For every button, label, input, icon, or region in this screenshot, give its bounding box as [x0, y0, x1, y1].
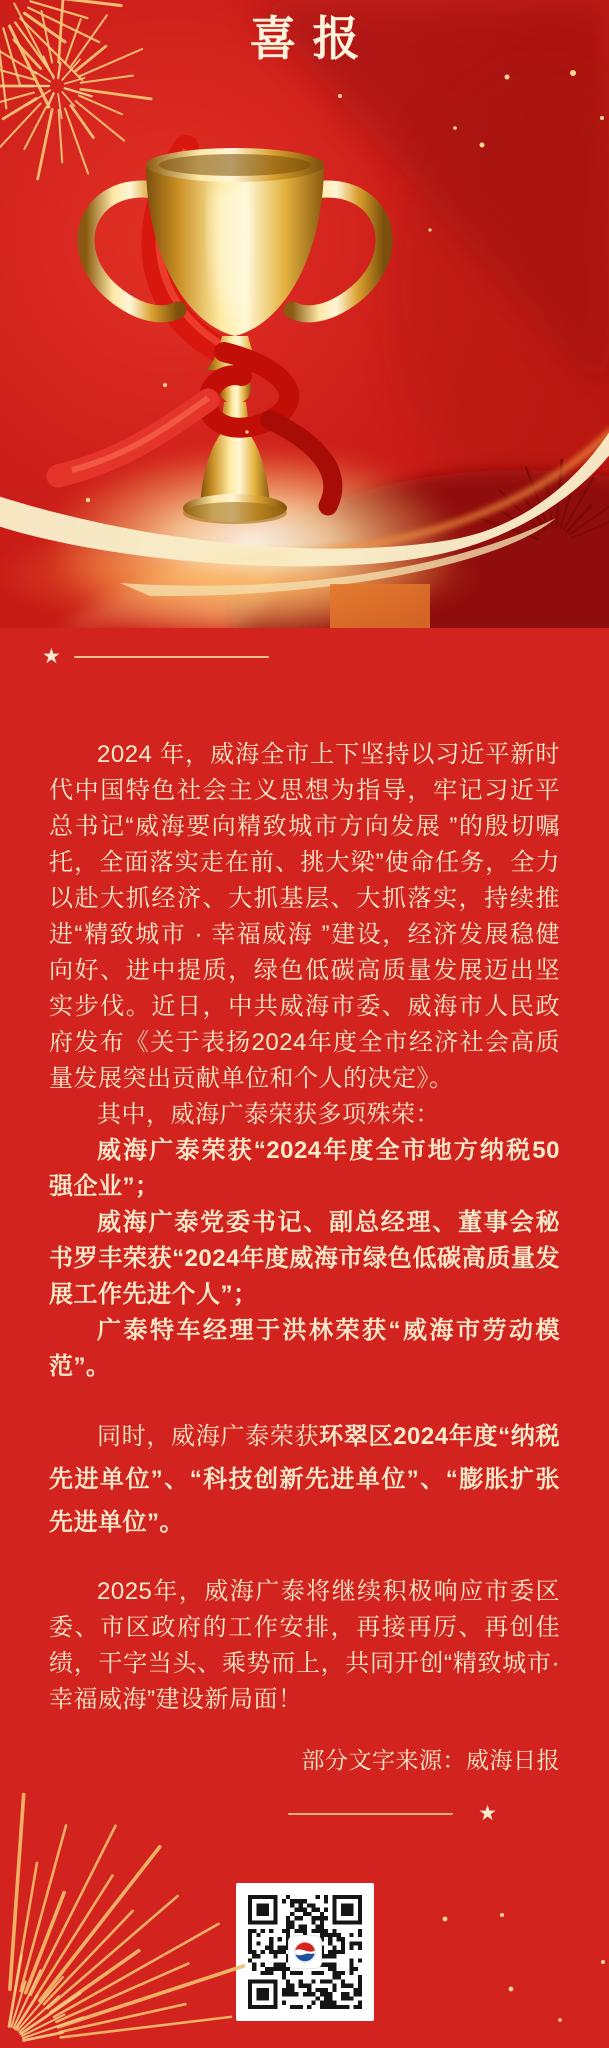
sparkle-dots — [443, 1913, 605, 2022]
paragraph-district-awards — [49, 1415, 560, 1544]
paragraph-award-luofeng: 威海广泰党委书记、副总经理、董事会秘书罗丰荣获“2024年度威海市绿色低碳高质量发展工作先进个人”； — [49, 1209, 560, 1308]
divider-line — [74, 656, 269, 658]
top-divider — [0, 645, 609, 669]
paragraph-outlook-2025: 2025年，威海广泰将继续积极响应市委区委、市区政府的工作安排，再接再厉、再创佳绩，干字当头、乘势而上，共同开创“精致城市·幸福威海”建设新局面！ — [49, 1578, 560, 1713]
article-body — [0, 737, 609, 1778]
paragraph-intro: 2024 年，威海全市上下坚持以习近平新时代中国特色社会主义思想为指导，牢记习近平总书记“威海要向精致城市方向发展 ”的殷切嘱托，全面落实走在前、挑大梁”使命任务，全力以赴大抓经济、大抓基层、大抓落实，持续推进“精致城市 · 幸福威海 ”建设，经济发展稳健向好、进中提质，绿色低碳高质量发展迈出坚实步伐。近日，中共威海市委、威海市人民政府发布《关于表扬2024年度全市经济社会高质量发展突出贡献单位和个人的决定》。 — [49, 741, 560, 1092]
bottom-divider — [0, 1802, 609, 1826]
paragraph-award-company: 威海广泰荣获“2024年度全市地方纳税50强企业”； — [49, 1137, 560, 1200]
page-title: 喜报 — [249, 12, 376, 65]
company-logo-icon — [289, 1936, 321, 1968]
firework-burst-icon — [9, 1795, 243, 2041]
star-icon: ★ — [478, 1802, 497, 1825]
district-awards-bold-text: 环翠区2024年度“纳税先进单位”、“科技创新先进单位”、“膨胀扩张先进单位”。 — [49, 1423, 561, 1536]
hero-banner — [0, 0, 609, 628]
qr-code — [236, 1883, 374, 2021]
hero-background-art — [0, 0, 609, 628]
paragraph-award-yuhonglin: 广泰特车经理于洪林荣获“威海市劳动模范”。 — [49, 1317, 560, 1380]
star-icon: ★ — [42, 645, 61, 668]
district-awards-normal-text: 同时，威海广泰荣获 — [97, 1423, 320, 1450]
divider-line — [288, 1813, 453, 1815]
paragraph-lead-in: 其中，威海广泰荣获多项殊荣： — [97, 1101, 440, 1128]
text-source-credit: 部分文字来源：威海日报 — [301, 1747, 560, 1773]
